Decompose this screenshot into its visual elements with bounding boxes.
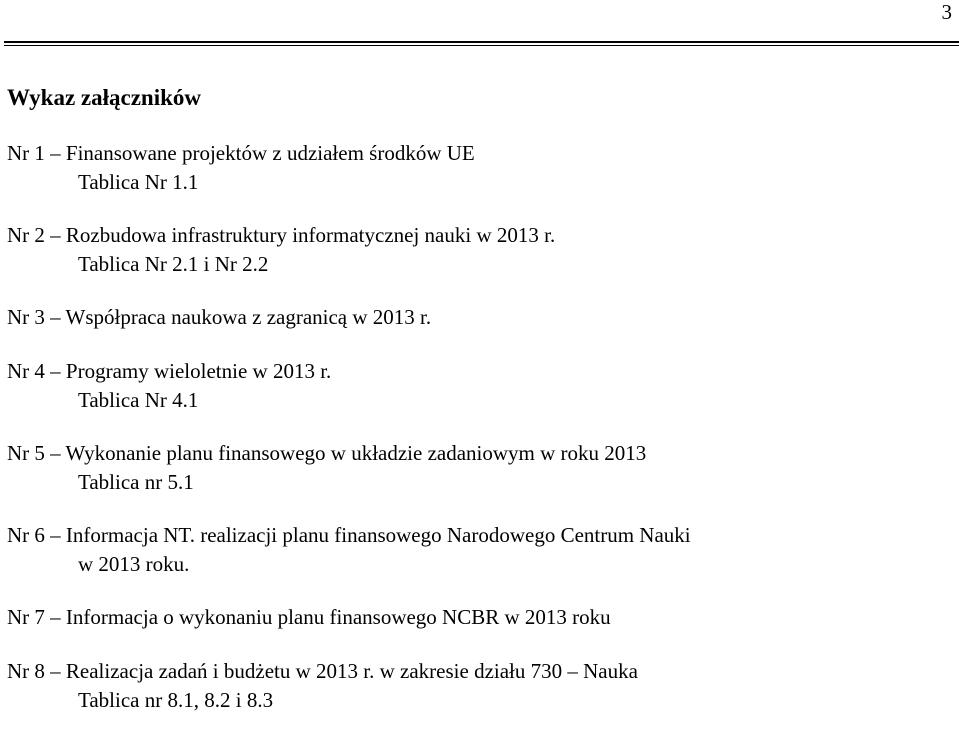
attachment-item-8 [7,656,947,714]
attachment-table-ref: Tablica nr 8.1, 8.2 i 8.3 [78,688,274,712]
attachment-item-6 [7,520,947,578]
attachment-title: Nr 8 – Realizacja zadań i budżetu w 2013 r. w zakresie działu 730 – Nauka [7,659,638,683]
attachment-title: Nr 3 – Współpraca naukowa z zagranicą w 2013 r. [7,305,432,329]
page-number: 3 [941,0,952,24]
attachment-table-ref: Tablica Nr 4.1 [78,388,199,412]
document-title: Wykaz załączników [7,85,201,110]
attachment-item-7 [7,602,947,632]
attachment-title: Nr 4 – Programy wieloletnie w 2013 r. [7,359,332,383]
attachment-title: Nr 5 – Wykonanie planu finansowego w układzie zadaniowym w roku 2013 [7,441,647,465]
attachment-item-1 [7,138,947,196]
header-rule [4,41,959,43]
attachment-item-3 [7,302,947,332]
attachment-title: Nr 7 – Informacja o wykonaniu planu finansowego NCBR w 2013 roku [7,605,611,629]
attachment-item-5 [7,438,947,496]
attachment-table-ref: Tablica Nr 1.1 [78,170,199,194]
attachment-title: Nr 6 – Informacja NT. realizacji planu finansowego Narodowego Centrum Nauki [7,523,691,547]
attachment-list [7,138,947,738]
attachment-table-ref: Tablica nr 5.1 [78,470,194,494]
attachment-table-ref: Tablica Nr 2.1 i Nr 2.2 [78,252,269,276]
attachment-title: Nr 1 – Finansowane projektów z udziałem środków UE [7,141,475,165]
attachment-item-2 [7,220,947,278]
attachment-title: Nr 2 – Rozbudowa infrastruktury informatycznej nauki w 2013 r. [7,223,556,247]
attachment-item-4 [7,356,947,414]
header-rule-thin [4,45,959,46]
attachment-title-continuation: w 2013 roku. [78,552,190,576]
